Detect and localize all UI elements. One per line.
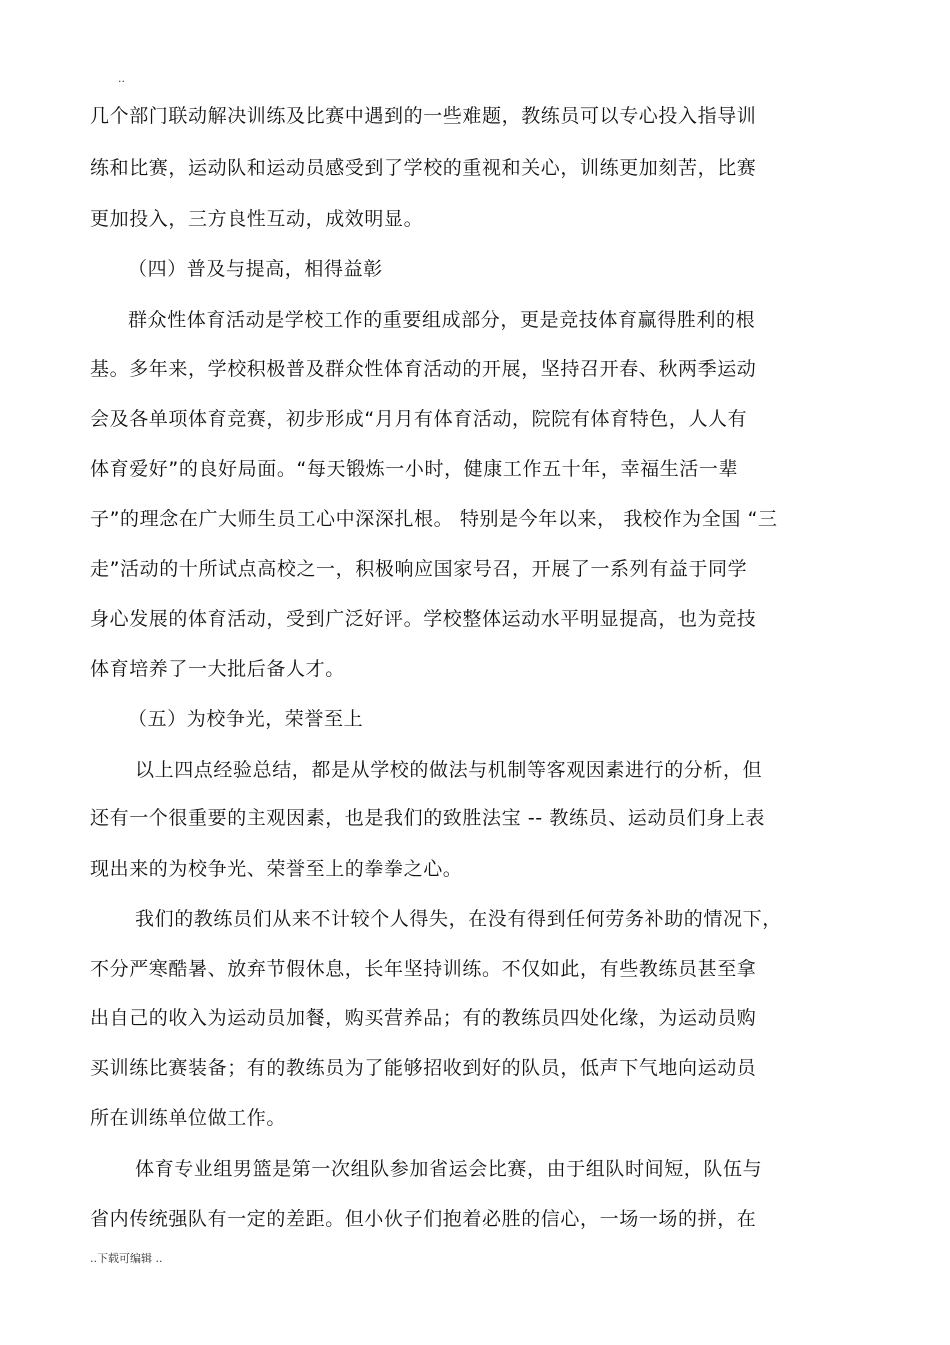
text-line: 不分严寒酷暑、放弃节假休息，长年坚持训练。不仅如此，有些教练员甚至拿 — [90, 958, 757, 980]
text-line: 练和比赛，运动队和运动员感受到了学校的重视和关心，训练更加刻苦，比赛 — [90, 157, 757, 179]
text-line: 群众性体育活动是学校工作的重要组成部分，更是竞技体育赢得胜利的根 — [128, 309, 756, 331]
text-line: 现出来的为校争光、荣誉至上的拳拳之心。 — [90, 858, 463, 880]
text-line: 基。多年来，学校积极普及群众性体育活动的开展，坚持召开春、秋两季运动 — [90, 358, 757, 380]
header-mark: .. — [118, 72, 125, 85]
footer-mark: ..下载可编辑 .. — [90, 1252, 163, 1265]
text-line: 还有一个很重要的主观因素，也是我们的致胜法宝 -- 教练员、运动员们身上表 — [90, 807, 765, 829]
text-line: 身心发展的体育活动，受到广泛好评。学校整体运动水平明显提高，也为竞技 — [90, 608, 757, 630]
text-line: 体育爱好”的良好局面。“每天锻炼一小时，健康工作五十年，幸福生活一辈 — [90, 458, 739, 480]
text-line: 会及各单项体育竞赛，初步形成“月月有体育活动，院院有体育特色，人人有 — [90, 408, 748, 430]
text-line: 几个部门联动解决训练及比赛中遇到的一些难题，教练员可以专心投入指导训 — [90, 105, 757, 127]
section-heading: （五）为校争光，荣誉至上 — [128, 708, 364, 730]
text-line: 子”的理念在广大师生员工心中深深扎根。 特别是今年以来， 我校作为全国 “三 — [90, 508, 778, 530]
text-line: 体育专业组男篮是第一次组队参加省运会比赛，由于组队时间短，队伍与 — [135, 1158, 763, 1180]
text-line: 以上四点经验总结，都是从学校的做法与机制等客观因素进行的分析，但 — [135, 759, 763, 781]
section-heading: （四）普及与提高，相得益彰 — [128, 258, 383, 280]
text-line: 买训练比赛装备；有的教练员为了能够招收到好的队员，低声下气地向运动员 — [90, 1057, 757, 1079]
text-line: 体育培养了一大批后备人才。 — [90, 658, 345, 680]
text-line: 省内传统强队有一定的差距。但小伙子们抱着必胜的信心，一场一场的拼，在 — [90, 1208, 757, 1230]
text-line: 我们的教练员们从来不计较个人得失，在没有得到任何劳务补助的情况下， — [135, 908, 782, 930]
text-line: 出自己的收入为运动员加餐，购买营养品；有的教练员四处化缘，为运动员购 — [90, 1007, 757, 1029]
text-line: 更加投入，三方良性互动，成效明显。 — [90, 208, 424, 230]
text-line: 走”活动的十所试点高校之一，积极响应国家号召，开展了一系列有益于同学 — [90, 558, 748, 580]
text-line: 所在训练单位做工作。 — [90, 1107, 287, 1129]
